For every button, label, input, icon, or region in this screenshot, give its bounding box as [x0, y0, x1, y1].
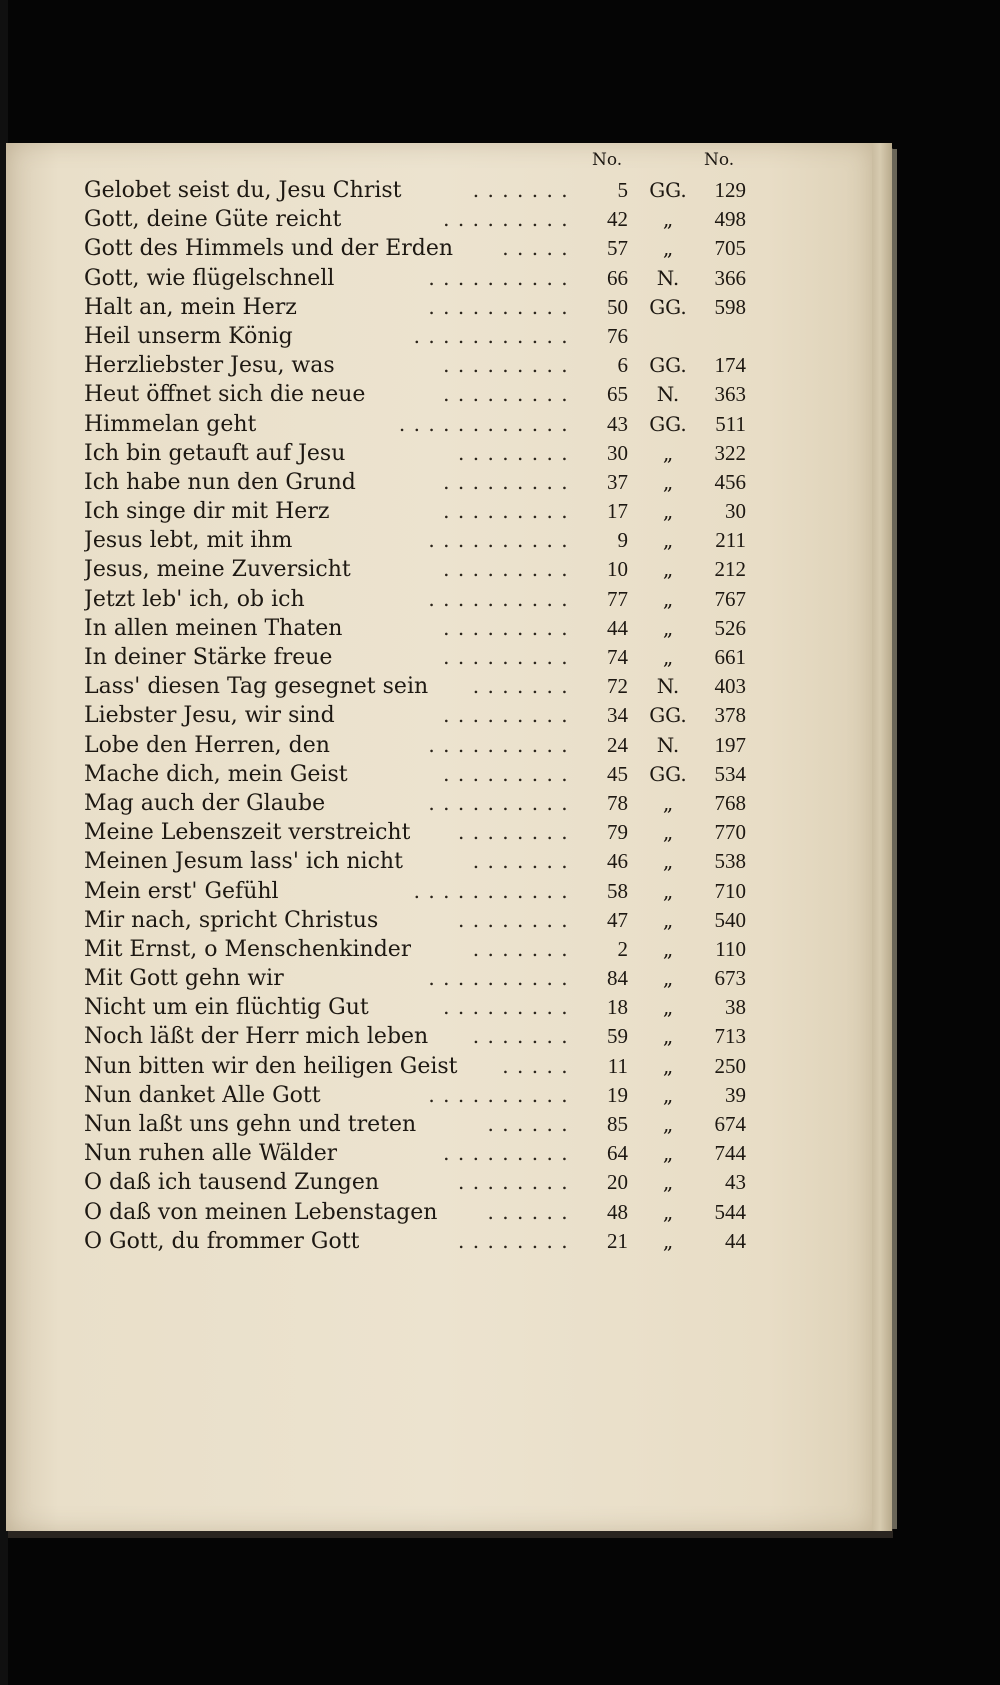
- source-abbrev: „: [662, 499, 674, 524]
- index-row: [84, 1168, 746, 1197]
- hymn-number: 48: [607, 1199, 628, 1224]
- source-abbrev: „: [662, 1228, 674, 1253]
- hymn-number: 65: [607, 382, 628, 407]
- hymn-number: 5: [617, 178, 628, 202]
- hymn-number: 2: [617, 936, 628, 961]
- hymn-number: 30: [607, 440, 628, 465]
- hymn-number: 59: [607, 1024, 628, 1049]
- source-number: 366: [714, 265, 746, 290]
- leader-dots: .........: [443, 645, 576, 669]
- source-number: 174: [714, 353, 746, 378]
- source-abbrev: GG.: [649, 703, 687, 728]
- leader-dots: .........: [443, 499, 576, 524]
- hymn-title: Mit Gott gehn wir: [84, 966, 284, 992]
- leader-dots: .........: [443, 1141, 576, 1166]
- hymn-number: 46: [607, 849, 628, 874]
- source-number: 673: [714, 966, 746, 991]
- hymn-number: 10: [607, 557, 628, 582]
- hymn-title: Nun laßt uns gehn und treten: [84, 1112, 417, 1137]
- source-abbrev: „: [662, 557, 674, 582]
- leader-dots: ...........: [413, 323, 576, 348]
- index-row: [84, 935, 746, 964]
- source-number: 211: [715, 528, 746, 553]
- source-abbrev: „: [662, 207, 674, 232]
- leader-dots: ......: [487, 1199, 576, 1224]
- source-number: 456: [714, 469, 746, 494]
- source-number: 544: [714, 1199, 746, 1224]
- source-number: 322: [714, 440, 746, 465]
- hymn-number: 11: [607, 1053, 628, 1078]
- index-row: [84, 1110, 746, 1139]
- hymn-number: 47: [607, 907, 628, 932]
- hymn-number: 76: [607, 323, 628, 348]
- index-row: [84, 322, 746, 351]
- index-row: [84, 818, 746, 847]
- hymn-title: Mache dich, mein Geist: [84, 761, 348, 787]
- source-abbrev: „: [662, 1170, 674, 1195]
- hymn-number: 21: [607, 1228, 628, 1253]
- leader-dots: .....: [502, 236, 576, 261]
- hymn-title: Ich singe dir mit Herz: [84, 499, 330, 525]
- leader-dots: .........: [443, 761, 576, 786]
- source-abbrev: N.: [656, 732, 680, 757]
- leader-dots: ...........: [413, 878, 576, 903]
- source-abbrev: „: [662, 878, 674, 903]
- hymn-title: Gelobet seist du, Jesu Christ: [84, 178, 402, 203]
- source-number: 768: [714, 790, 746, 815]
- leader-dots: .......: [472, 674, 576, 699]
- source-abbrev: „: [662, 1024, 674, 1049]
- index-row: [84, 964, 746, 993]
- source-number: 212: [714, 557, 746, 582]
- index-row: [84, 526, 746, 555]
- hymn-title: Mit Ernst, o Menschenkinder: [84, 936, 412, 962]
- hymn-number: 57: [607, 236, 628, 261]
- source-abbrev: GG.: [649, 353, 687, 378]
- hymn-title: Nun danket Alle Gott: [84, 1082, 321, 1108]
- hymn-number: 84: [607, 966, 628, 991]
- hymn-number: 74: [607, 645, 628, 669]
- source-number: 38: [725, 995, 746, 1020]
- index-row: [84, 555, 746, 584]
- hymn-number: 18: [607, 995, 628, 1020]
- hymn-number: 79: [607, 820, 628, 845]
- source-number: 363: [714, 382, 746, 407]
- source-abbrev: „: [662, 849, 674, 874]
- hymn-title: Himmelan geht: [84, 411, 257, 437]
- hymn-title: Mir nach, spricht Christus: [84, 907, 379, 933]
- hymn-title: Nun bitten wir den heiligen Geist: [84, 1053, 458, 1079]
- leader-dots: ..........: [428, 265, 576, 290]
- hymn-title: O daß ich tausend Zungen: [84, 1170, 380, 1196]
- hymn-number: 19: [607, 1082, 628, 1107]
- leader-dots: ..........: [428, 528, 576, 553]
- source-abbrev: „: [662, 966, 674, 991]
- index-row: [84, 1227, 746, 1256]
- index-row: [84, 585, 746, 614]
- index-row: [84, 672, 746, 701]
- hymn-number: 17: [607, 499, 628, 524]
- source-abbrev: GG.: [649, 178, 687, 202]
- source-abbrev: N.: [656, 265, 680, 290]
- source-abbrev: N.: [656, 382, 680, 407]
- index-header: [84, 150, 746, 170]
- source-abbrev: „: [662, 907, 674, 932]
- hymn-number: 6: [617, 353, 628, 378]
- leader-dots: ......: [487, 1112, 576, 1136]
- leader-dots: .........: [443, 615, 576, 640]
- hymn-title: In allen meinen Thaten: [84, 615, 343, 641]
- source-number: 705: [714, 236, 746, 261]
- leader-dots: ..........: [428, 790, 576, 815]
- leader-dots: ..........: [428, 586, 576, 611]
- leader-dots: .....: [502, 1053, 576, 1078]
- source-number: 498: [714, 207, 746, 232]
- source-number: 661: [714, 645, 746, 669]
- index-row: [84, 497, 746, 526]
- index-row: [84, 410, 746, 439]
- source-number: 767: [714, 586, 746, 611]
- source-number: 710: [714, 878, 746, 903]
- source-number: 43: [725, 1170, 746, 1195]
- source-number: 534: [714, 761, 746, 786]
- hymn-title: Jesus, meine Zuversicht: [84, 557, 351, 583]
- source-abbrev: „: [662, 615, 674, 640]
- hymn-number: 77: [607, 586, 628, 611]
- source-number: 540: [714, 907, 746, 932]
- hymn-title: Lass' diesen Tag gesegnet sein: [84, 674, 429, 700]
- hymn-number: 50: [607, 294, 628, 319]
- source-abbrev: „: [662, 469, 674, 494]
- index-row: [84, 234, 746, 263]
- hymn-number: 43: [607, 411, 628, 436]
- hymn-title: O Gott, du frommer Gott: [84, 1228, 360, 1254]
- hymn-number: 58: [607, 878, 628, 903]
- source-number: 511: [715, 411, 746, 436]
- source-abbrev: „: [662, 820, 674, 845]
- source-number: 403: [714, 674, 746, 699]
- index-row: [84, 351, 746, 380]
- source-number: 129: [714, 178, 746, 202]
- source-abbrev: „: [662, 236, 674, 261]
- index-row: [84, 1022, 746, 1051]
- leader-dots: .......: [472, 936, 576, 961]
- hymn-title: Herzliebster Jesu, was: [84, 353, 335, 379]
- hymn-title: Meine Lebenszeit verstreicht: [84, 820, 411, 846]
- source-number: 526: [714, 615, 746, 640]
- hymn-title: Halt an, mein Herz: [84, 294, 297, 320]
- source-abbrev: „: [662, 1053, 674, 1078]
- leader-dots: .........: [443, 469, 576, 494]
- hymn-title: In deiner Stärke freue: [84, 645, 333, 670]
- leader-dots: ........: [457, 1170, 576, 1195]
- source-abbrev: GG.: [649, 761, 687, 786]
- hymn-title: Ich bin getauft auf Jesu: [84, 440, 346, 466]
- leader-dots: .........: [443, 353, 576, 378]
- hymn-number: 9: [617, 528, 628, 553]
- leader-dots: .......: [472, 178, 576, 202]
- source-number: 197: [714, 732, 746, 757]
- leader-dots: ..........: [428, 294, 576, 319]
- hymn-title: Meinen Jesum lass' ich nicht: [84, 849, 403, 875]
- source-number: 674: [714, 1112, 746, 1136]
- hymn-title: Nun ruhen alle Wälder: [84, 1141, 338, 1167]
- header-no-1: No.: [592, 150, 623, 170]
- hymn-title: Gott des Himmels und der Erden: [84, 236, 454, 262]
- source-abbrev: N.: [656, 674, 680, 699]
- source-abbrev: „: [662, 995, 674, 1020]
- hymn-number: 45: [607, 761, 628, 786]
- index-row: [84, 205, 746, 234]
- source-abbrev: „: [662, 936, 674, 961]
- hymn-title: Noch läßt der Herr mich leben: [84, 1024, 429, 1050]
- leader-dots: .........: [443, 995, 576, 1020]
- index-row: [84, 789, 746, 818]
- index-row: [84, 1052, 746, 1081]
- source-number: 744: [714, 1141, 746, 1166]
- page-edge: [872, 143, 892, 1531]
- source-number: 30: [725, 499, 746, 524]
- source-abbrev: „: [662, 1199, 674, 1224]
- source-number: 598: [714, 294, 746, 319]
- source-abbrev: GG.: [649, 411, 687, 436]
- index-row: [84, 906, 746, 935]
- source-number: 110: [715, 936, 746, 961]
- leader-dots: .........: [443, 703, 576, 728]
- source-abbrev: „: [662, 645, 674, 669]
- hymn-title: Liebster Jesu, wir sind: [84, 703, 335, 729]
- source-number: 44: [725, 1228, 746, 1253]
- leader-dots: ..........: [428, 966, 576, 991]
- hymn-number: 85: [607, 1112, 628, 1136]
- index-row: [84, 1081, 746, 1110]
- leader-dots: .........: [443, 557, 576, 582]
- source-number: 713: [714, 1024, 746, 1049]
- hymn-number: 78: [607, 790, 628, 815]
- index-row: [84, 439, 746, 468]
- source-number: 538: [714, 849, 746, 874]
- source-abbrev: „: [662, 1082, 674, 1107]
- hymn-title: Ich habe nun den Grund: [84, 469, 356, 495]
- hymn-title: O daß von meinen Lebenstagen: [84, 1199, 438, 1225]
- header-no-2: No.: [704, 150, 735, 170]
- source-abbrev: „: [662, 528, 674, 553]
- hymn-title: Heut öffnet sich die neue: [84, 382, 366, 408]
- hymn-title: Mein erst' Gefühl: [84, 878, 279, 904]
- hymn-title: Jesus lebt, mit ihm: [84, 528, 293, 554]
- leader-dots: .........: [443, 382, 576, 407]
- hymn-number: 24: [607, 732, 628, 757]
- source-abbrev: „: [662, 440, 674, 465]
- hymn-title: Heil unserm König: [84, 323, 293, 349]
- index-row: [84, 293, 746, 322]
- hymn-number: 37: [607, 469, 628, 494]
- source-number: 250: [714, 1053, 746, 1078]
- source-abbrev: „: [662, 1112, 674, 1136]
- leader-dots: ..........: [428, 732, 576, 757]
- hymn-title: Jetzt leb' ich, ob ich: [84, 586, 305, 612]
- source-abbrev: „: [662, 586, 674, 611]
- leader-dots: ........: [457, 440, 576, 465]
- index-row: [84, 176, 746, 205]
- leader-dots: ..........: [428, 1082, 576, 1107]
- hymn-title: Lobe den Herren, den: [84, 732, 330, 758]
- source-abbrev: GG.: [649, 294, 687, 319]
- index-row: [84, 877, 746, 906]
- hymn-title: Nicht um ein flüchtig Gut: [84, 995, 369, 1021]
- hymn-index: [84, 150, 746, 1256]
- source-abbrev: „: [662, 1141, 674, 1166]
- hymn-title: Mag auch der Glaube: [84, 790, 326, 816]
- source-abbrev: „: [662, 790, 674, 815]
- index-row: [84, 731, 746, 760]
- hymn-number: 34: [607, 703, 628, 728]
- leader-dots: ........: [457, 820, 576, 845]
- hymn-number: 72: [607, 674, 628, 699]
- index-row: [84, 993, 746, 1022]
- hymn-number: 42: [607, 207, 628, 232]
- leader-dots: ........: [457, 1228, 576, 1253]
- hymn-number: 20: [607, 1170, 628, 1195]
- index-row: [84, 468, 746, 497]
- index-row: [84, 1198, 746, 1227]
- index-row: [84, 614, 746, 643]
- hymn-number: 64: [607, 1141, 628, 1166]
- index-rows: [84, 176, 746, 1256]
- source-number: 378: [714, 703, 746, 728]
- index-row: [84, 643, 746, 672]
- page-edge-strip: [892, 149, 897, 1529]
- index-row: [84, 264, 746, 293]
- hymn-number: 66: [607, 265, 628, 290]
- index-row: [84, 380, 746, 409]
- index-row: [84, 760, 746, 789]
- source-number: 770: [714, 820, 746, 845]
- leader-dots: .......: [472, 1024, 576, 1049]
- hymn-title: Gott, wie flügelschnell: [84, 265, 335, 291]
- leader-dots: .........: [443, 207, 576, 232]
- leader-dots: ............: [398, 411, 576, 436]
- hymn-title: Gott, deine Güte reicht: [84, 207, 342, 233]
- hymn-number: 44: [607, 615, 628, 640]
- index-row: [84, 847, 746, 876]
- index-row: [84, 1139, 746, 1168]
- source-number: 39: [725, 1082, 746, 1107]
- leader-dots: ........: [457, 907, 576, 932]
- leader-dots: .......: [472, 849, 576, 874]
- index-row: [84, 701, 746, 730]
